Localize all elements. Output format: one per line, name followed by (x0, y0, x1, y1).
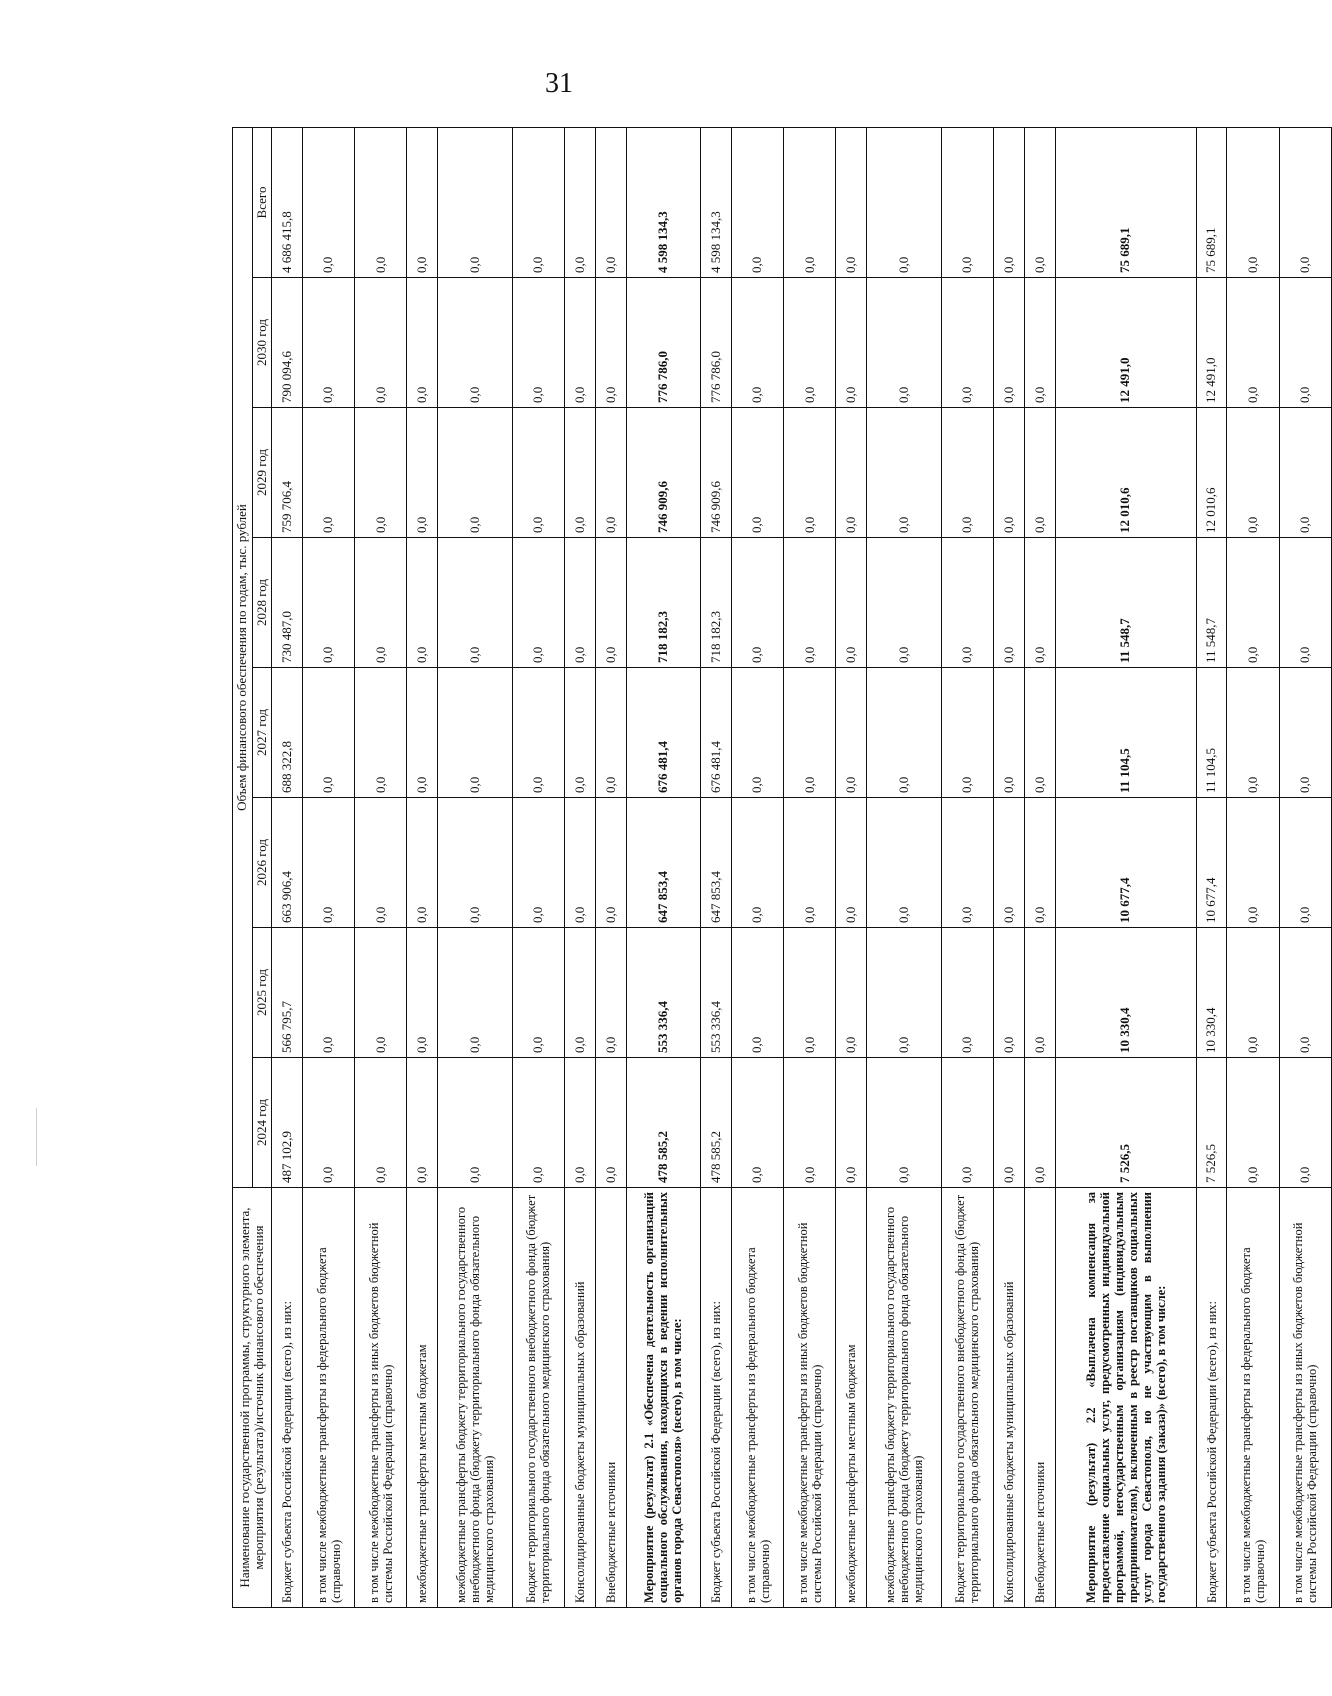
row-year-value: 0,0 (1227, 928, 1279, 1058)
row-year-value: 566 795,7 (272, 928, 303, 1058)
row-label: в том числе межбюджетные трансферты из федерального бюджета (справочно) (732, 1188, 784, 1608)
row-year-value: 0,0 (438, 928, 512, 1058)
row-year-value: 0,0 (836, 538, 867, 668)
table-row (407, 127, 438, 1607)
row-label: Мероприятие (результат) 2.1 «Обеспечена деятельность организаций социального обслуживания, находящихся в ведении исполнительных органов города Севастополя» (всего), в том числе: (626, 1188, 700, 1608)
row-year-value: 0,0 (1227, 1058, 1279, 1188)
row-year-value: 487 102,9 (272, 1058, 303, 1188)
row-year-value: 12 010,6 (1196, 408, 1227, 538)
row-year-value: 0,0 (564, 928, 595, 1058)
table-body (272, 127, 1332, 1607)
row-label: в том числе межбюджетные трансферты из иных бюджетов бюджетной системы Российской Федерации (справочно) (784, 1188, 836, 1608)
row-total-value: 4 598 134,3 (701, 127, 732, 277)
row-year-value: 553 336,4 (701, 928, 732, 1058)
column-header-year: 2024 год (252, 1058, 272, 1188)
row-year-value: 0,0 (784, 668, 836, 798)
row-year-value: 0,0 (512, 798, 564, 928)
table-row (701, 127, 732, 1607)
column-header-year: 2025 год (252, 928, 272, 1058)
table-row (1055, 127, 1196, 1607)
row-year-value: 676 481,4 (701, 668, 732, 798)
row-label: Консолидированные бюджеты муниципальных образований (564, 1188, 595, 1608)
row-year-value: 0,0 (732, 408, 784, 538)
row-year-value: 0,0 (407, 928, 438, 1058)
row-year-value: 0,0 (407, 798, 438, 928)
row-year-value: 0,0 (993, 408, 1024, 538)
column-header-year: 2030 год (252, 278, 272, 408)
row-year-value: 0,0 (1279, 408, 1331, 538)
table-row (1196, 127, 1227, 1607)
row-year-value: 0,0 (564, 408, 595, 538)
row-year-value: 0,0 (836, 798, 867, 928)
row-year-value: 0,0 (993, 928, 1024, 1058)
table-row (941, 127, 993, 1607)
row-year-value: 0,0 (732, 278, 784, 408)
row-year-value: 0,0 (407, 278, 438, 408)
row-year-value: 0,0 (1279, 798, 1331, 928)
row-year-value: 0,0 (784, 538, 836, 668)
row-year-value: 0,0 (867, 668, 941, 798)
row-year-value: 0,0 (512, 668, 564, 798)
row-total-value: 0,0 (1279, 127, 1331, 277)
row-year-value: 0,0 (1227, 798, 1279, 928)
row-year-value: 718 182,3 (626, 538, 700, 668)
row-year-value: 0,0 (941, 408, 993, 538)
row-label: в том числе межбюджетные трансферты из федерального бюджета (справочно) (1227, 1188, 1279, 1608)
row-year-value: 0,0 (1279, 928, 1331, 1058)
row-year-value: 0,0 (1227, 278, 1279, 408)
financing-table (232, 127, 1332, 1608)
row-year-value: 0,0 (941, 1058, 993, 1188)
column-header-year: 2028 год (252, 538, 272, 668)
row-total-value: 0,0 (407, 127, 438, 277)
row-label: Бюджет субъекта Российской Федерации (всего), из них: (272, 1188, 303, 1608)
scan-margin-mark (36, 1108, 37, 1166)
row-year-value: 0,0 (595, 538, 626, 668)
row-year-value: 776 786,0 (626, 278, 700, 408)
table-row (355, 127, 407, 1607)
row-year-value: 746 909,6 (626, 408, 700, 538)
row-year-value: 0,0 (1227, 538, 1279, 668)
table-row (836, 127, 867, 1607)
row-year-value: 12 491,0 (1055, 278, 1196, 408)
row-year-value: 0,0 (867, 928, 941, 1058)
row-year-value: 0,0 (836, 408, 867, 538)
row-year-value: 0,0 (1024, 668, 1055, 798)
row-year-value: 718 182,3 (701, 538, 732, 668)
table-row (512, 127, 564, 1607)
row-year-value: 12 491,0 (1196, 278, 1227, 408)
row-total-value: 0,0 (1024, 127, 1055, 277)
row-year-value: 0,0 (512, 1058, 564, 1188)
row-label: Бюджет субъекта Российской Федерации (всего), из них: (1196, 1188, 1227, 1608)
row-year-value: 647 853,4 (626, 798, 700, 928)
row-year-value: 776 786,0 (701, 278, 732, 408)
row-total-value: 0,0 (595, 127, 626, 277)
row-year-value: 0,0 (512, 278, 564, 408)
row-year-value: 0,0 (1279, 1058, 1331, 1188)
row-year-value: 0,0 (1227, 408, 1279, 538)
column-header-name: Наименование государственной программы, структурного элемента, мероприятия (результата)/источник финансового обеспечения (233, 1188, 272, 1608)
row-year-value: 0,0 (784, 278, 836, 408)
row-total-value: 0,0 (303, 127, 355, 277)
row-year-value: 0,0 (595, 408, 626, 538)
row-year-value: 0,0 (993, 1058, 1024, 1188)
row-year-value: 0,0 (303, 798, 355, 928)
row-year-value: 0,0 (1024, 278, 1055, 408)
row-year-value: 11 104,5 (1055, 668, 1196, 798)
row-label: в том числе межбюджетные трансферты из иных бюджетов бюджетной системы Российской Федерации (справочно) (1279, 1188, 1331, 1608)
row-year-value: 10 330,4 (1055, 928, 1196, 1058)
row-year-value: 0,0 (407, 1058, 438, 1188)
row-year-value: 0,0 (512, 538, 564, 668)
rotated-table-container (232, 128, 1332, 1608)
row-year-value: 478 585,2 (701, 1058, 732, 1188)
row-year-value: 0,0 (1279, 278, 1331, 408)
row-year-value: 0,0 (784, 1058, 836, 1188)
table-row (1227, 127, 1279, 1607)
row-year-value: 0,0 (303, 1058, 355, 1188)
row-year-value: 0,0 (1024, 798, 1055, 928)
row-year-value: 0,0 (355, 538, 407, 668)
column-header-volume: Объем финансового обеспечения по годам, тыс. рублей (233, 127, 253, 1187)
row-year-value: 10 677,4 (1196, 798, 1227, 928)
row-year-value: 7 526,5 (1196, 1058, 1227, 1188)
row-year-value: 0,0 (732, 668, 784, 798)
row-year-value: 0,0 (867, 1058, 941, 1188)
row-year-value: 0,0 (1024, 928, 1055, 1058)
row-total-value: 0,0 (993, 127, 1024, 277)
row-year-value: 0,0 (732, 928, 784, 1058)
row-year-value: 0,0 (1279, 668, 1331, 798)
table-row (272, 127, 303, 1607)
table-row (438, 127, 512, 1607)
row-year-value: 0,0 (355, 408, 407, 538)
row-label: межбюджетные трансферты местным бюджетам (407, 1188, 438, 1608)
row-year-value: 0,0 (303, 408, 355, 538)
row-year-value: 0,0 (836, 668, 867, 798)
row-year-value: 688 322,8 (272, 668, 303, 798)
row-year-value: 0,0 (564, 538, 595, 668)
row-year-value: 0,0 (1024, 1058, 1055, 1188)
row-year-value: 0,0 (407, 538, 438, 668)
row-label: Бюджет субъекта Российской Федерации (всего), из них: (701, 1188, 732, 1608)
row-year-value: 0,0 (438, 798, 512, 928)
row-total-value: 0,0 (355, 127, 407, 277)
row-year-value: 0,0 (867, 278, 941, 408)
row-label: в том числе межбюджетные трансферты из федерального бюджета (справочно) (303, 1188, 355, 1608)
row-total-value: 0,0 (941, 127, 993, 277)
row-year-value: 647 853,4 (701, 798, 732, 928)
row-year-value: 0,0 (564, 1058, 595, 1188)
row-total-value: 0,0 (867, 127, 941, 277)
row-label: межбюджетные трансферты бюджету территориального государственного внебюджетного фонда (бюджету территориального фонда обязательного медицинского страхования) (867, 1188, 941, 1608)
table-row (595, 127, 626, 1607)
row-label: Бюджет территориального государственного внебюджетного фонда (бюджет территориального фонда обязательного медицинского страхования) (512, 1188, 564, 1608)
row-year-value: 0,0 (836, 1058, 867, 1188)
row-year-value: 0,0 (732, 1058, 784, 1188)
row-year-value: 0,0 (355, 928, 407, 1058)
page-number: 31 (545, 68, 573, 99)
row-year-value: 11 104,5 (1196, 668, 1227, 798)
row-year-value: 0,0 (407, 668, 438, 798)
row-year-value: 0,0 (732, 538, 784, 668)
row-year-value: 0,0 (836, 278, 867, 408)
row-year-value: 11 548,7 (1196, 538, 1227, 668)
row-label: межбюджетные трансферты бюджету территориального государственного внебюджетного фонда (бюджету территориального фонда обязательного медицинского страхования) (438, 1188, 512, 1608)
row-year-value: 0,0 (564, 798, 595, 928)
row-year-value: 0,0 (867, 408, 941, 538)
row-year-value: 553 336,4 (626, 928, 700, 1058)
row-year-value: 0,0 (355, 278, 407, 408)
row-year-value: 0,0 (941, 668, 993, 798)
row-year-value: 0,0 (595, 928, 626, 1058)
row-total-value: 75 689,1 (1196, 127, 1227, 277)
row-year-value: 0,0 (1227, 668, 1279, 798)
row-year-value: 0,0 (407, 408, 438, 538)
column-header-year: 2029 год (252, 408, 272, 538)
row-year-value: 0,0 (732, 798, 784, 928)
row-year-value: 0,0 (438, 278, 512, 408)
row-total-value: 0,0 (512, 127, 564, 277)
row-year-value: 0,0 (438, 538, 512, 668)
row-year-value: 11 548,7 (1055, 538, 1196, 668)
row-label: межбюджетные трансферты местным бюджетам (836, 1188, 867, 1608)
row-year-value: 0,0 (1024, 538, 1055, 668)
row-year-value: 10 330,4 (1196, 928, 1227, 1058)
table-header-row (233, 127, 253, 1607)
row-total-value: 0,0 (836, 127, 867, 277)
row-year-value: 730 487,0 (272, 538, 303, 668)
row-total-value: 0,0 (732, 127, 784, 277)
row-year-value: 0,0 (941, 278, 993, 408)
row-total-value: 75 689,1 (1055, 127, 1196, 277)
row-label: Консолидированные бюджеты муниципальных образований (993, 1188, 1024, 1608)
row-year-value: 0,0 (355, 668, 407, 798)
row-year-value: 0,0 (595, 278, 626, 408)
row-label: Внебюджетные источники (595, 1188, 626, 1608)
row-total-value: 4 686 415,8 (272, 127, 303, 277)
row-year-value: 0,0 (595, 668, 626, 798)
row-year-value: 10 677,4 (1055, 798, 1196, 928)
row-label: в том числе межбюджетные трансферты из иных бюджетов бюджетной системы Российской Федерации (справочно) (355, 1188, 407, 1608)
column-header-year: 2027 год (252, 668, 272, 798)
table-row (867, 127, 941, 1607)
row-year-value: 0,0 (355, 1058, 407, 1188)
row-year-value: 790 094,6 (272, 278, 303, 408)
row-year-value: 0,0 (438, 408, 512, 538)
row-year-value: 0,0 (595, 798, 626, 928)
row-label: Мероприятие (результат) 2.2 «Выплачена компенсация за предоставление социальных услуг, предусмотренных индивидуальной программой, негосударственным организациям (индивидуальным предпринимателям), включенным в реестр поставщиков социальных услуг города Севастополя, но не участвующим в выполнении государственного задания (заказа)» (всего), в том числе: (1055, 1188, 1196, 1608)
row-year-value: 0,0 (836, 928, 867, 1058)
row-year-value: 0,0 (941, 928, 993, 1058)
row-year-value: 0,0 (941, 538, 993, 668)
row-year-value: 0,0 (512, 928, 564, 1058)
row-year-value: 663 906,4 (272, 798, 303, 928)
row-year-value: 0,0 (784, 928, 836, 1058)
row-total-value: 0,0 (784, 127, 836, 277)
row-total-value: 0,0 (438, 127, 512, 277)
row-year-value: 0,0 (993, 798, 1024, 928)
table-row (732, 127, 784, 1607)
row-year-value: 0,0 (303, 668, 355, 798)
table-row (1024, 127, 1055, 1607)
row-total-value: 0,0 (1227, 127, 1279, 277)
row-year-value: 0,0 (941, 798, 993, 928)
row-year-value: 0,0 (867, 798, 941, 928)
table-row (626, 127, 700, 1607)
row-label: Бюджет территориального государственного внебюджетного фонда (бюджет территориального фонда обязательного медицинского страхования) (941, 1188, 993, 1608)
row-year-value: 0,0 (564, 278, 595, 408)
row-year-value: 0,0 (867, 538, 941, 668)
row-label: Внебюджетные источники (1024, 1188, 1055, 1608)
row-year-value: 676 481,4 (626, 668, 700, 798)
table-row (993, 127, 1024, 1607)
row-year-value: 0,0 (512, 408, 564, 538)
row-total-value: 4 598 134,3 (626, 127, 700, 277)
row-year-value: 0,0 (438, 668, 512, 798)
row-year-value: 0,0 (1024, 408, 1055, 538)
row-year-value: 759 706,4 (272, 408, 303, 538)
table-row (784, 127, 836, 1607)
row-year-value: 0,0 (303, 278, 355, 408)
row-year-value: 478 585,2 (626, 1058, 700, 1188)
row-total-value: 0,0 (564, 127, 595, 277)
row-year-value: 0,0 (993, 278, 1024, 408)
table-row (564, 127, 595, 1607)
row-year-value: 0,0 (993, 668, 1024, 798)
column-header-total: Всего (252, 127, 272, 277)
row-year-value: 0,0 (438, 1058, 512, 1188)
row-year-value: 0,0 (303, 928, 355, 1058)
row-year-value: 0,0 (1279, 538, 1331, 668)
row-year-value: 0,0 (355, 798, 407, 928)
column-header-year: 2026 год (252, 798, 272, 928)
table-row (1279, 127, 1331, 1607)
row-year-value: 0,0 (564, 668, 595, 798)
row-year-value: 746 909,6 (701, 408, 732, 538)
row-year-value: 0,0 (595, 1058, 626, 1188)
row-year-value: 0,0 (993, 538, 1024, 668)
row-year-value: 7 526,5 (1055, 1058, 1196, 1188)
row-year-value: 0,0 (303, 538, 355, 668)
row-year-value: 0,0 (784, 408, 836, 538)
table-row (303, 127, 355, 1607)
row-year-value: 0,0 (784, 798, 836, 928)
row-year-value: 12 010,6 (1055, 408, 1196, 538)
